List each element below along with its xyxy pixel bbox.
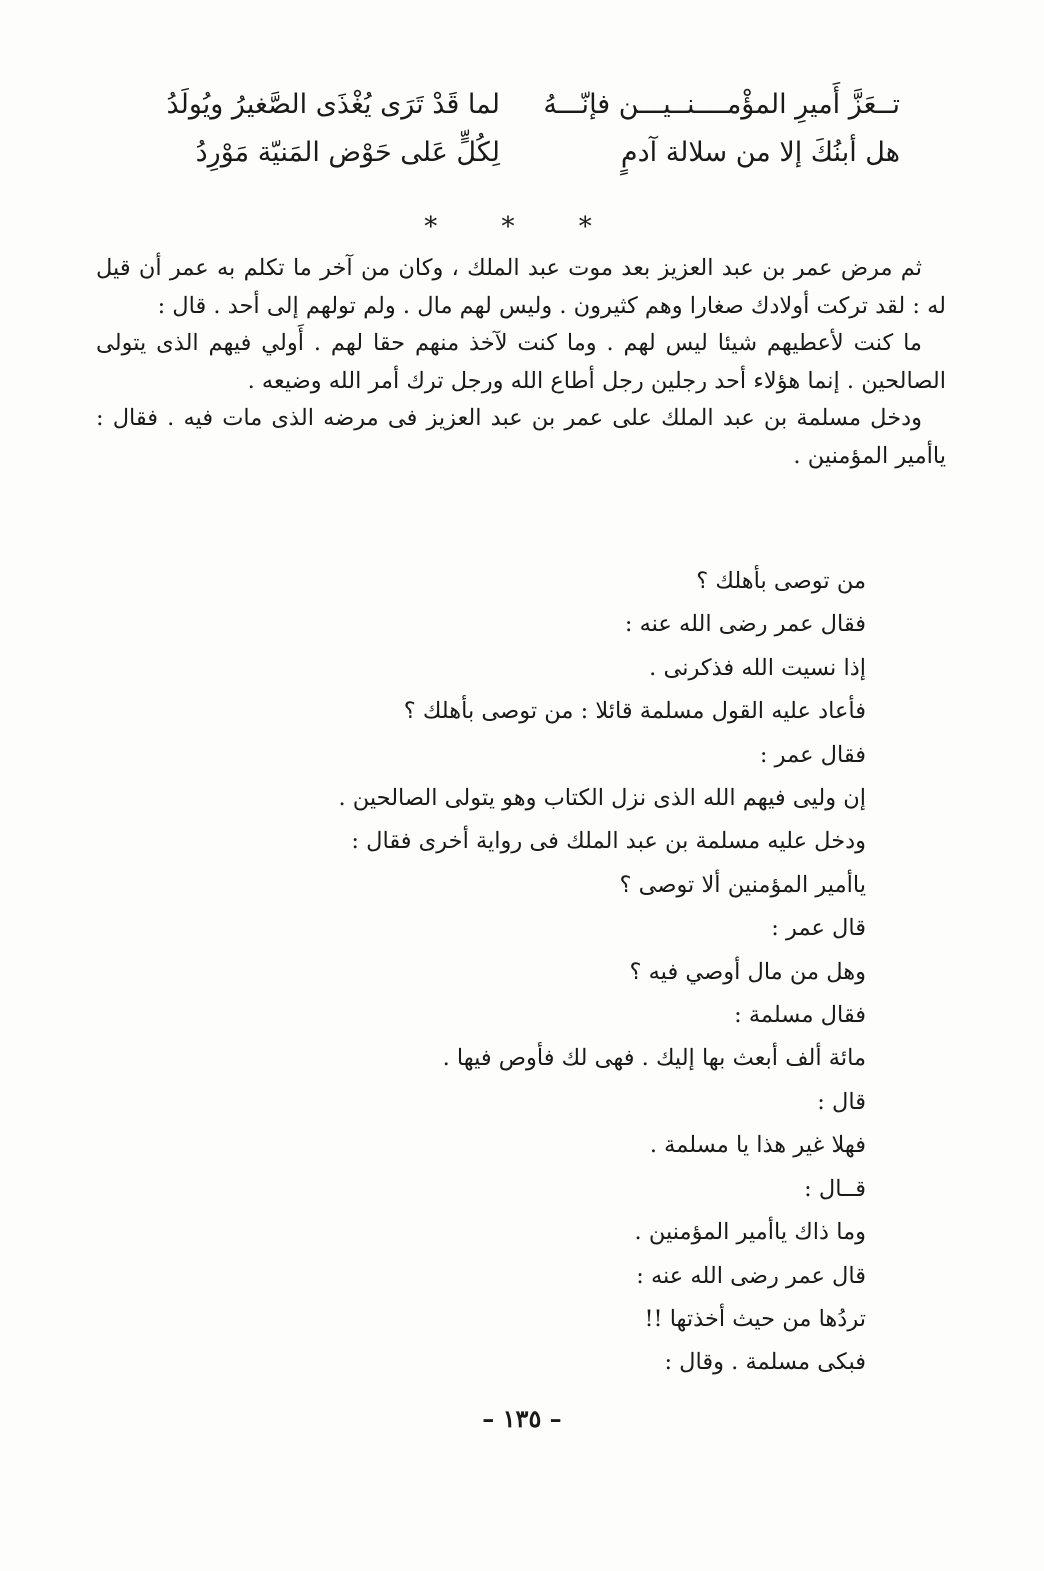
dialog-line: ودخل عليه مسلمة بن عبد الملك فى رواية أخرى فقال : [351, 828, 866, 855]
dialog-line: تردُها من حيث أخذتها !! [644, 1305, 866, 1332]
dialog-lines [166, 560, 866, 1385]
dialog-line: إذا نسيت الله فذكرنى . [649, 654, 866, 681]
dialog-line: وهل من مال أوصي فيه ؟ [629, 958, 866, 985]
poem [150, 80, 900, 176]
dialog-line: إن وليى فيهم الله الذى نزل الكتاب وهو يتولى الصالحين . [338, 785, 866, 812]
paragraph: ودخل مسلمة بن عبد الملك على عمر بن عبد العزيز فى مرضه الذى مات فيه . فقال : ياأمير المؤمنين . [96, 405, 946, 469]
dialog-line: قال عمر رضى الله عنه : [636, 1262, 866, 1289]
dialog-line: فبكى مسلمة . وقال : [664, 1349, 866, 1376]
body-text [96, 250, 946, 475]
dialog-line: وما ذاك ياأمير المؤمنين . [634, 1219, 866, 1246]
poem-verse [150, 128, 900, 176]
poem-second-hemistich: لِكُلٍّ عَلى حَوْض المَنيّة مَوْرِدُ [195, 136, 500, 168]
dialog-line: فقال مسلمة : [734, 1002, 866, 1029]
poem-second-hemistich: لما قَدْ تَرَى يُغْذَى الصَّغيرُ ويُولَدُ [166, 88, 500, 120]
poem-first-hemistich: هل أبنُكَ إلا من سلالة آدمٍ [620, 136, 900, 168]
paragraph: ثم مرض عمر بن عبد العزيز بعد موت عبد الملك ، وكان من آخر ما تكلم به عمر أن قيل له : لقد تركت أولادك صغارا وهم كثيرون . وليس لهم مال . ولم تولهم إلى أحد . قال : [96, 255, 946, 319]
poem-verse [150, 80, 900, 128]
dialog-line: فقال عمر : [759, 741, 866, 768]
dialog-line: فقال عمر رضى الله عنه : [624, 611, 866, 638]
dialog-line: ياأمير المؤمنين ألا توصى ؟ [619, 871, 866, 898]
page-number: – ١٣٥ – [482, 1404, 562, 1433]
dialog-line: من توصى بأهلك ؟ [696, 568, 866, 594]
dialog-line: مائة ألف أبعث بها إليك . فهى لك فأوص فيها . [442, 1045, 866, 1072]
dialog-line: قــال : [804, 1175, 866, 1202]
dialog-line: قال عمر : [771, 915, 866, 942]
dialog-line: فهلا غير هذا يا مسلمة . [649, 1132, 866, 1159]
poem-first-hemistich: تــعَزَّ أَميرِ المؤْمــــنــيـــن فإنّـــهُ [543, 88, 900, 120]
section-separator: * * * [424, 212, 620, 242]
dialog-line: فأعاد عليه القول مسلمة قائلا : من توصى بأهلك ؟ [403, 698, 866, 725]
dialog-line: قال : [817, 1088, 866, 1115]
paragraph: ما كنت لأعطيهم شيئا ليس لهم . وما كنت لآخذ منهم حقا لهم . أَولي فيهم الذى يتولى الصالحين . إنما هؤلاء أحد رجلين رجل أطاع الله ورجل ترك أمر الله وضيعه . [96, 330, 946, 394]
